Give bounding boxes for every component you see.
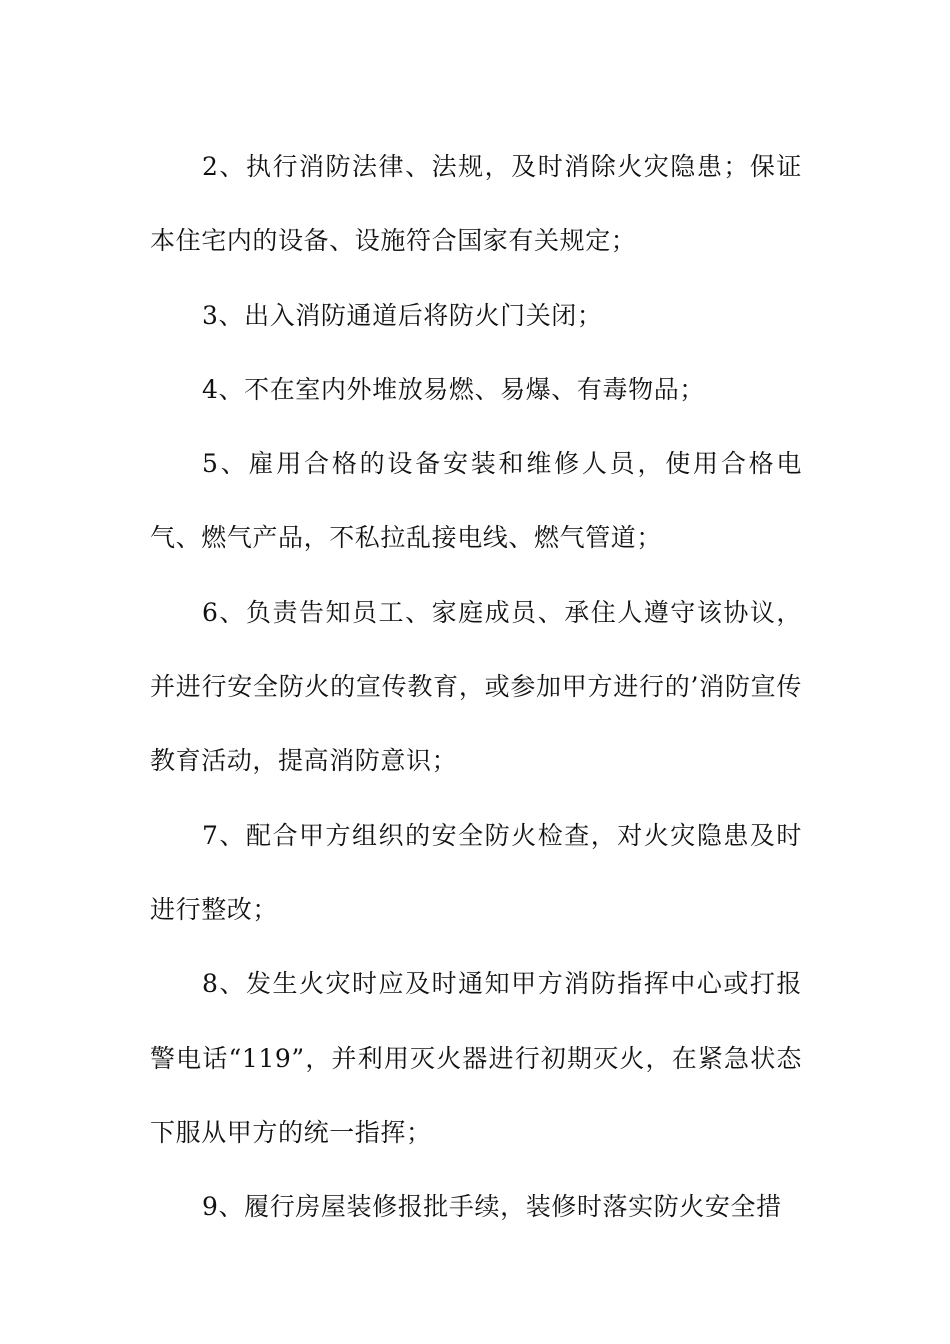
paragraph-item-7: 7、配合甲方组织的安全防火检查，对火灾隐患及时进行整改；	[150, 820, 802, 924]
paragraph-item-3: 3、出入消防通道后将防火门关闭；	[202, 300, 603, 330]
paragraph-item-5: 5、雇用合格的设备安装和维修人员，使用合格电气、燃气产品，不私拉乱接电线、燃气管道；	[150, 449, 802, 553]
paragraph-item-6: 6、负责告知员工、家庭成员、承住人遵守该协议，并进行安全防火的宣传教育，或参加甲方进行的’消防宣传教育活动，提高消防意识；	[150, 597, 802, 776]
paragraph-item-2: 2、执行消防法律、法规，及时消除火灾隐患；保证本住宅内的设备、设施符合国家有关规定；	[150, 152, 802, 256]
document-body	[150, 130, 802, 1244]
paragraph-item-9: 9、履行房屋装修报批手续，装修时落实防火安全措	[202, 1192, 782, 1222]
paragraph-item-4: 4、不在室内外堆放易燃、易爆、有毒物品；	[202, 374, 705, 404]
paragraph-item-8: 8、发生火灾时应及时通知甲方消防指挥中心或打报警电话“119”，并利用灭火器进行初期灭火，在紧急状态下服从甲方的统一指挥；	[150, 969, 802, 1147]
